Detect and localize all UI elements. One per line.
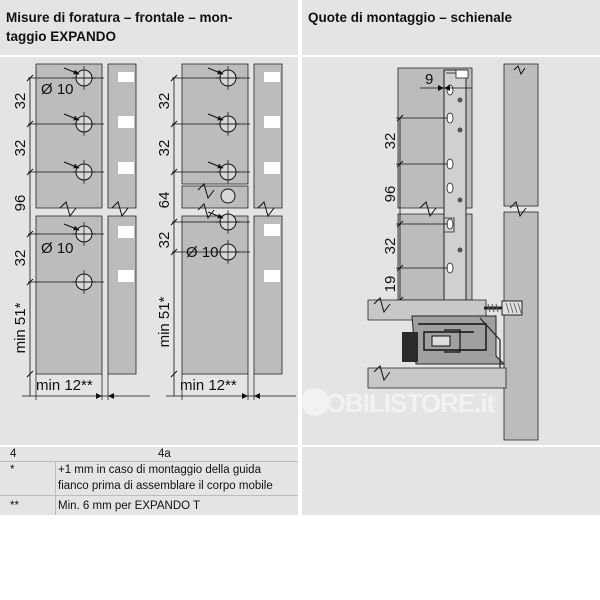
side-profile-slot [264, 116, 280, 128]
dim-32-label: 32 [12, 249, 29, 267]
watermark [302, 388, 496, 418]
footnote-double-star-text: Min. 6 mm per EXPANDO T [58, 500, 201, 512]
dim-96-label: 96 [382, 185, 399, 203]
dim-32-label: 32 [382, 237, 399, 255]
front-drilling-diagram [0, 57, 298, 445]
min-12-label: min 12** [36, 377, 93, 394]
dim-32-label: 32 [382, 132, 399, 150]
dim-32-label: 32 [156, 231, 173, 249]
front-panel-middle [182, 186, 248, 208]
notes-panel-right [302, 447, 600, 515]
figure-4a [156, 64, 296, 400]
figure-4-caption: 4 [10, 448, 17, 460]
side-profile-upper [108, 64, 136, 208]
side-profile-slot [118, 226, 134, 238]
drill-hole [221, 189, 235, 203]
left-panel-title [6, 8, 296, 46]
side-profile-upper [254, 64, 282, 208]
dim-32-label: 32 [12, 92, 29, 110]
runner-clip [402, 332, 418, 362]
dim-19-label: 19 [382, 275, 399, 293]
side-profile-lower [254, 216, 282, 374]
left-panel-title-line2: taggio EXPANDO [6, 29, 117, 44]
diameter-10-label: Ø 10 [41, 240, 74, 257]
footnote-star-text-line2: fianco prima di assemblare il corpo mobile [58, 480, 273, 492]
side-wall-lower [504, 212, 538, 440]
side-profile-slot [118, 270, 134, 282]
dim-96-label: 96 [12, 194, 29, 212]
min-51-label: min 51* [12, 302, 29, 354]
notes [0, 447, 298, 517]
footnote-star-text-line1: +1 mm in caso di montaggio della guida [58, 464, 261, 476]
side-profile-slot [118, 116, 134, 128]
carcass-bottom [368, 368, 506, 388]
dim-64-label: 64 [156, 191, 173, 209]
side-profile-slot [118, 72, 134, 82]
footnote-star-marker: * [10, 464, 15, 476]
front-panel-lower [182, 216, 248, 374]
side-wall [504, 64, 538, 206]
dim-9-label: 9 [425, 71, 434, 88]
side-profile-slot [264, 224, 280, 236]
side-profile-lower [108, 216, 136, 374]
footnote-double-star-marker: ** [10, 500, 19, 512]
min-51-label: min 51* [156, 296, 173, 348]
dim-32-label: 32 [156, 92, 173, 110]
dim-32-label: 32 [12, 139, 29, 157]
back-mounting-diagram [302, 57, 600, 445]
right-panel-title: Quote di montaggio – schienale [308, 10, 513, 25]
dim-32-label: 32 [156, 139, 173, 157]
side-profile-slot [264, 72, 280, 82]
side-profile-slot [264, 270, 280, 282]
figure-4 [12, 64, 150, 400]
watermark-text: MOBILISTORE.it [305, 388, 495, 418]
side-profile-slot [264, 162, 280, 174]
runner-profile [412, 316, 504, 364]
left-panel-title-line1: Misure di foratura – frontale – mon- [6, 10, 233, 25]
diameter-10-label: Ø 10 [186, 244, 219, 261]
side-profile-slot [118, 162, 134, 174]
bracket-hole [447, 183, 453, 193]
figure-4a-caption: 4a [158, 448, 171, 460]
min-12-label: min 12** [180, 377, 237, 394]
diameter-10-label: Ø 10 [41, 81, 74, 98]
screw-icon [484, 301, 522, 315]
